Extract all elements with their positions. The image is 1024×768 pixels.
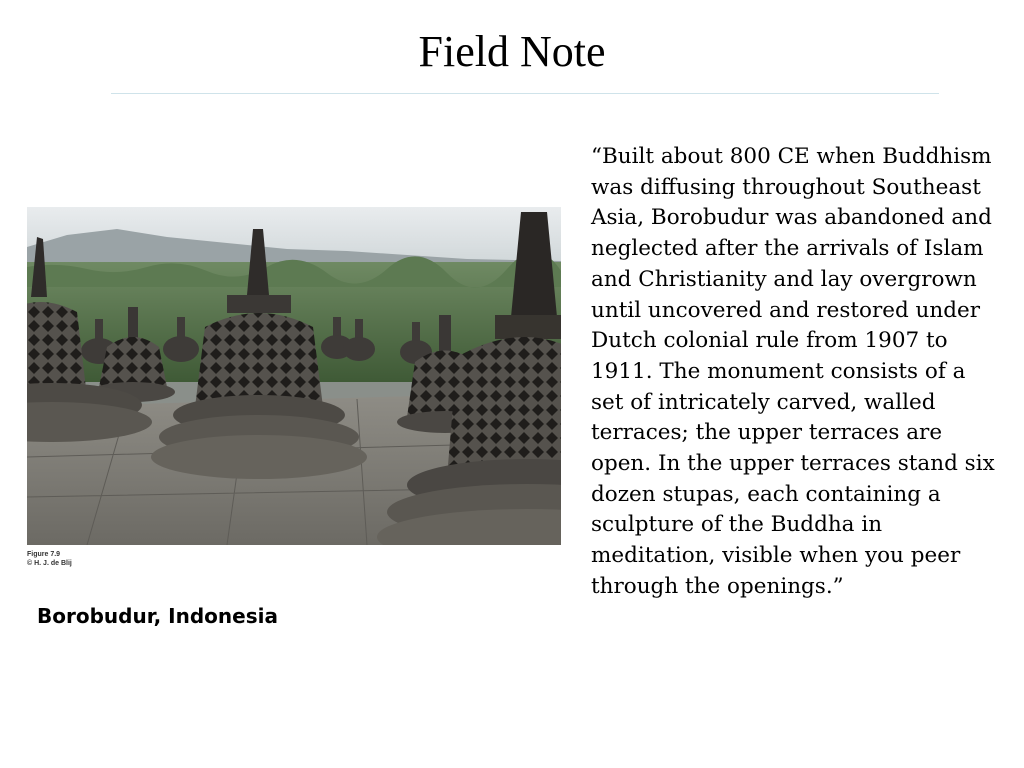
field-note-quote: “Built about 800 CE when Buddhism was diffusing throughout Southeast Asia, Borobudur was abandoned and neglected after the arrivals of Islam and Christianity and lay overgrown until uncovered and restored under Dutch colonial rule from 1907 to 1911. The monument consists of a set of intricately carved, walled terraces; the upper terraces are open. In the upper terraces stand six dozen stupas, each containing a sculpture of the Buddha in meditation, visible when you peer through the openings.” (591, 144, 995, 599)
figure-copyright: © H. J. de Blij (27, 560, 72, 567)
photo-caption: Borobudur, Indonesia (37, 604, 278, 628)
title-divider (111, 93, 939, 94)
figure-number: Figure 7.9 (27, 551, 61, 558)
borobudur-photo (27, 207, 561, 545)
figure-credit (27, 550, 72, 568)
slide-title: Field Note (418, 27, 606, 76)
